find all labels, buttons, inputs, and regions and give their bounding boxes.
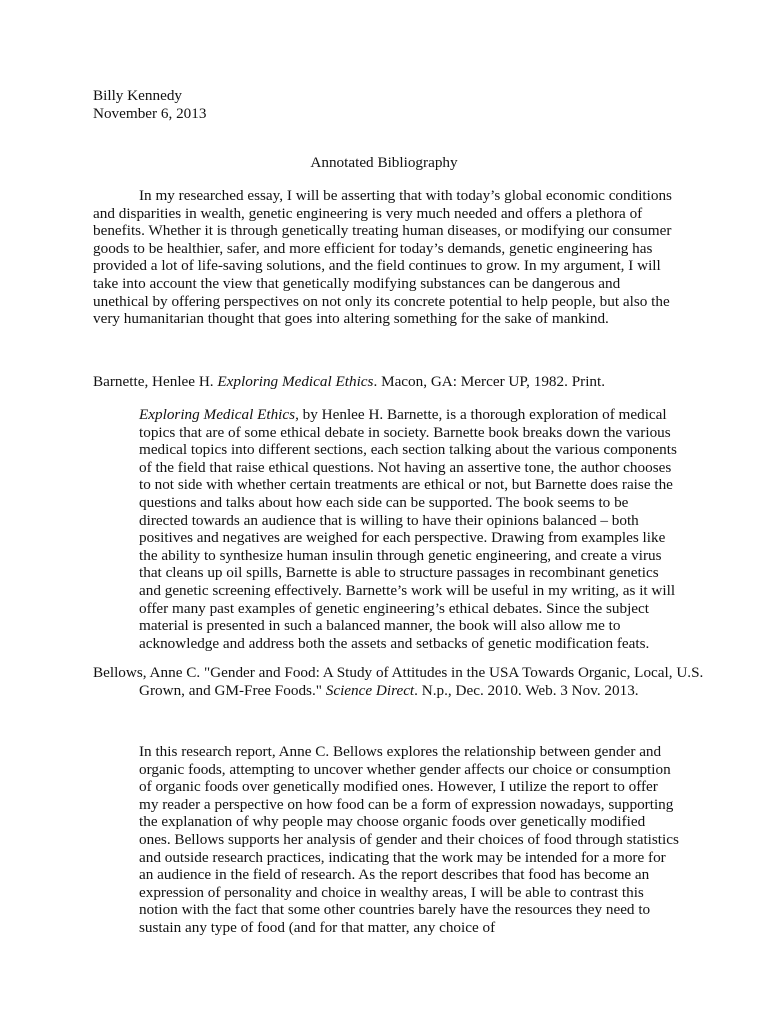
citation-text: . Macon, GA: Mercer UP, 1982. Print. bbox=[373, 373, 606, 390]
author-name: Billy Kennedy bbox=[93, 87, 183, 104]
citation-bellows bbox=[93, 664, 729, 699]
citation-title: Exploring Medical Ethics bbox=[217, 373, 374, 390]
intro-paragraph: In my researched essay, I will be asserting that with today’s global economic conditions and disparities in wealth, genetic engineering is very much needed and offers a plethora of benefits. Whether it is through genetically treating human diseases, or modifying our consumer goods to be healthier, safer, and more efficient for today’s demands, genetic engineering has provided a lot of life-saving solutions, and the field continues to grow. In my argument, I will take into account the view that genetically modifying substances can be dangerous and unethical by offering perspectives on not only its concrete potential to help people, but also the very humanitarian thought that goes into altering something for the sake of mankind. bbox=[93, 187, 672, 328]
annotation-title: Exploring Medical Ethics bbox=[139, 406, 296, 423]
citation-text: . N.p., Dec. 2010. Web. 3 Nov. 2013. bbox=[414, 681, 639, 699]
document-header bbox=[93, 87, 693, 122]
annotation-text: , by Henlee H. Barnette, is a thorough exploration of medical topics that are of some ethical debate in society. Barnette book breaks down the various medical topics into different sections, each section talking about the various components of the field that raise ethical questions. Not having an assertive tone, the author chooses to not side with whether certain treatments are ethical or not, but Barnette does raise the questions and talks about how each side can be supported. The book seems to be directed towards an audience that is willing to have their opinions balanced – both positives and negatives are weighed for each perspective. Drawing from examples like the ability to synthesize human insulin through genetic engineering, and create a virus that cleans up oil spills, Barnette is able to structure passages in recombinant genetics and genetic screening effectively. Barnette’s work will be useful in my writing, as it will offer many past examples of genetic engineering’s ethical debates. Since the subject material is presented in such a balanced manner, the book will also allow me to acknowledge and address both the assets and setbacks of genetic modification feats. bbox=[139, 406, 677, 652]
document-date: November 6, 2013 bbox=[93, 104, 207, 122]
annotation-bellows bbox=[139, 743, 679, 937]
annotation-barnette bbox=[139, 406, 679, 652]
document-title: Annotated Bibliography bbox=[310, 154, 458, 171]
citation-title: Science Direct bbox=[325, 681, 415, 699]
citation-barnette bbox=[93, 373, 729, 391]
citation-text: Bellows, Anne C. "Gender and Food: A Study of Attitudes in the USA Towards Organic, Local, U.S. Grown, and GM-Free Foods." bbox=[93, 664, 704, 699]
citation-text: Barnette, Henlee H. bbox=[93, 373, 218, 390]
annotation-text: In this research report, Anne C. Bellows explores the relationship between gender and organic foods, attempting to uncover whether gender affects our choice or consumption of organic foods over genetically modified ones. However, I utilize the report to offer my reader a perspective on how food can be a form of expression nowadays, supporting the explanation of why people may choose organic foods over genetically modified ones. Bellows supports her analysis of gender and their choices of food through statistics and outside research practices, indicating that the work may be intended for a more for an audience in the field of research. As the report describes that food has become an expression of personality and choice in wealthy areas, I will be able to contrast this notion with the fact that some other countries barely have the resources they need to sustain any type of food (and for that matter, any choice of bbox=[139, 743, 679, 936]
